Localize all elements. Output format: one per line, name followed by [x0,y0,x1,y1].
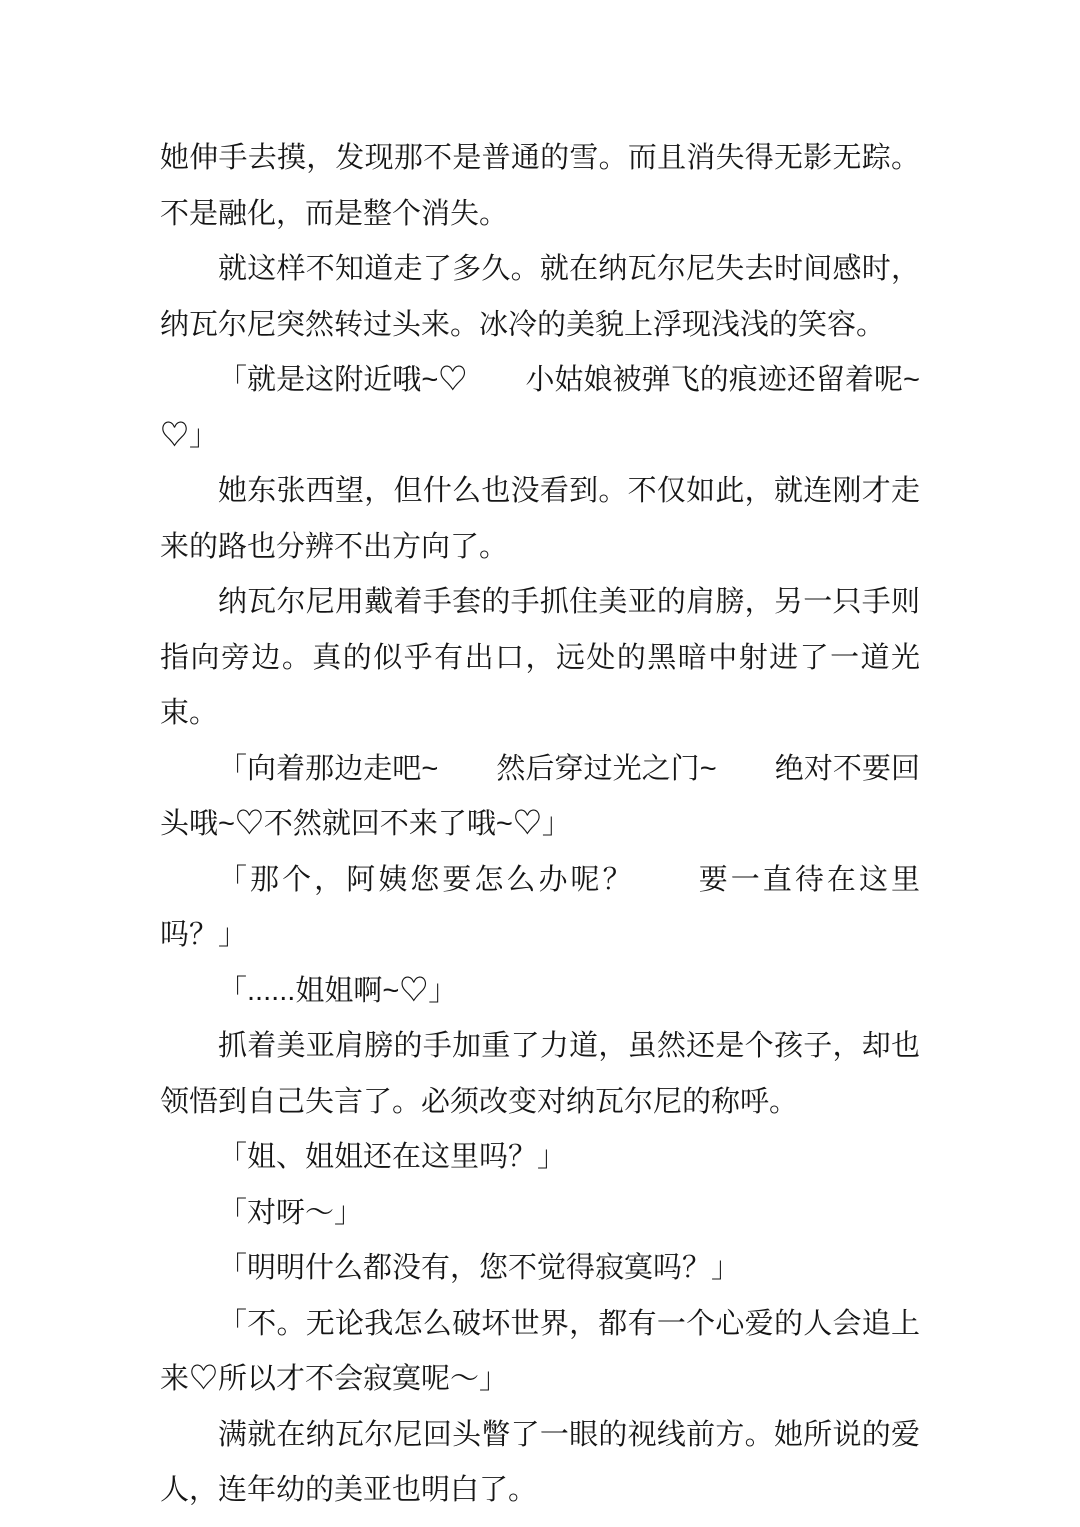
novel-text-body [160,131,920,1519]
paragraph: 就这样不知道走了多久。就在纳瓦尔尼失去时间感时，纳瓦尔尼突然转过头来。冰冷的美貌上浮现浅浅的笑容。 [160,253,920,341]
paragraph: 「不。无论我怎么破坏世界，都有一个心爱的人会追上来♡所以才不会寂寞呢～」 [160,1307,920,1395]
paragraph: 「那个，阿姨您要怎么办呢？ 要一直待在这里吗？」 [160,863,920,951]
paragraph: 她东张西望，但什么也没看到。不仅如此，就连刚才走来的路也分辨不出方向了。 [160,475,920,563]
paragraph: 她伸手去摸，发现那不是普通的雪。而且消失得无影无踪。不是融化，而是整个消失。 [160,142,920,230]
paragraph: 「明明什么都没有，您不觉得寂寞吗？」 [218,1252,741,1284]
paragraph: 满就在纳瓦尔尼回头瞥了一眼的视线前方。她所说的爱人，连年幼的美亚也明白了。 [160,1418,920,1506]
paragraph: 抓着美亚肩膀的手加重了力道，虽然还是个孩子，却也领悟到自己失言了。必须改变对纳瓦尔尼的称呼。 [160,1030,920,1118]
paragraph: 「对呀～」 [218,1196,364,1229]
paragraph: 纳瓦尔尼用戴着手套的手抓住美亚的肩膀，另一只手则指向旁边。真的似乎有出口，远处的黑暗中射进了一道光束。 [160,586,920,729]
paragraph: 「姐、姐姐还在这里吗？」 [218,1141,567,1173]
paragraph: 「就是这附近哦~♡ 小姑娘被弹飞的痕迹还留着呢~♡」 [160,364,920,452]
paragraph: 「......姐姐啊~♡」 [218,974,458,1007]
paragraph: 「向着那边走吧~ 然后穿过光之门~ 绝对不要回头哦~♡不然就回不来了哦~♡」 [160,752,920,840]
